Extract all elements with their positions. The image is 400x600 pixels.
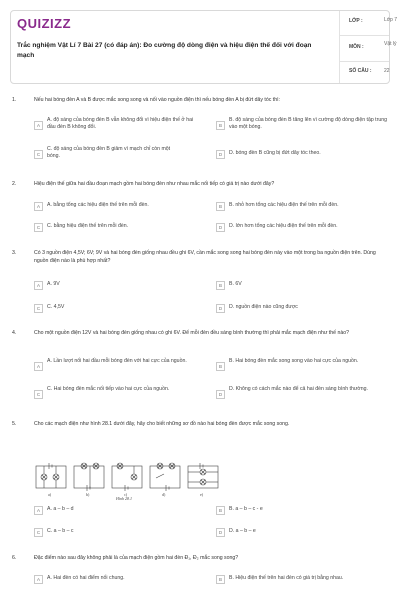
option-letter: A xyxy=(34,202,43,211)
option-text: A. a – b – d xyxy=(47,506,74,512)
option-text: C. bằng hiệu điện thế trên mỗi đèn. xyxy=(47,223,129,229)
option-text: D. nguồn điện nào cũng được xyxy=(229,304,298,310)
option-c[interactable] xyxy=(34,386,204,402)
question-number: 2. xyxy=(12,181,17,187)
option-letter: C xyxy=(34,150,43,159)
figure-label: d) xyxy=(162,492,166,497)
option-b[interactable] xyxy=(216,117,386,133)
option-letter: D xyxy=(216,150,225,159)
option-d[interactable] xyxy=(216,386,386,402)
option-letter: C xyxy=(34,223,43,232)
circuit-b xyxy=(74,463,104,491)
question-number: 5. xyxy=(12,421,17,427)
option-text: A. 9V xyxy=(47,281,60,287)
option-text: B. a – b – c - e xyxy=(229,506,263,512)
lop-value: Lớp 7 xyxy=(384,17,398,23)
option-text: D. Không có cách mắc nào để cả hai đèn sáng bình thường. xyxy=(229,386,368,392)
option-letter: A xyxy=(34,281,43,290)
option-letter: C xyxy=(34,390,43,399)
option-text: D. a – b – e xyxy=(229,528,256,534)
header-divider xyxy=(339,11,340,83)
question-text: Cho một nguồn điện 12V và hai bóng đèn giống nhau có ghi 6V. Để mỗi đèn đều sáng bình thường thì phải mắc mạch điện như thế nào? xyxy=(34,330,350,336)
option-text: C. độ sáng của bóng đèn B giảm vì mạch chỉ còn một bóng. xyxy=(47,146,171,159)
option-letter: D xyxy=(216,223,225,232)
figure-label: a) xyxy=(48,492,52,497)
option-letter: D xyxy=(216,390,225,399)
option-text: D. bóng đèn B cũng bị đứt dây tóc theo. xyxy=(229,150,321,156)
option-text: B. Hai bóng đèn mắc song song vào hai cực của nguồn. xyxy=(229,358,359,364)
option-text: B. nhỏ hơn tổng các hiệu điện thế trên mỗi đèn. xyxy=(229,202,339,208)
mon-label: MÔN : xyxy=(349,44,364,50)
socau-value: 22 xyxy=(384,68,390,74)
option-letter: A xyxy=(34,575,43,584)
option-text: B. 6V xyxy=(229,281,242,287)
figure-caption: Hình 28.1 xyxy=(116,496,132,500)
option-letter: A xyxy=(34,362,43,371)
lop-label: LỚP : xyxy=(349,18,363,24)
option-letter: D xyxy=(216,304,225,313)
option-letter: B xyxy=(216,281,225,290)
figure-label: b) xyxy=(86,492,90,497)
circuit-d xyxy=(150,463,180,491)
option-text: A. Hai đèn có hai điểm nối chung. xyxy=(47,575,125,581)
option-a[interactable] xyxy=(34,117,204,133)
option-c[interactable] xyxy=(34,146,204,162)
option-text: A. độ sáng của bóng đèn B vẫn không đổi vì hiệu điện thế ở hai đầu đèn B không đổi. xyxy=(47,117,194,130)
question-text: Nếu hai bóng đèn A và B được mắc song song và nối vào nguồn điện thì nếu bóng đèn A bị đứt dây tóc thì: xyxy=(34,97,280,103)
option-letter: B xyxy=(216,362,225,371)
worksheet-title: Trắc nghiệm Vật Lí 7 Bài 27 (có đáp án): Đo cường độ dòng điện và hiệu điện thế đối với đoạn mạch xyxy=(17,42,312,59)
circuit-c xyxy=(112,463,142,491)
worksheet-header xyxy=(10,10,398,84)
question-text: Cho các mạch điện như hình 28.1 dưới đây, hãy cho biết những sơ đồ nào hai bóng đèn được mắc song song. xyxy=(34,421,290,427)
header-row-divider xyxy=(339,61,389,62)
question-text: Đặc điểm nào sau đây không phải là của mạch điện gồm hai đèn Đ₁, Đ₂ mắc song song? xyxy=(34,555,239,561)
question-number: 1. xyxy=(12,97,17,103)
option-text: C. a – b – c xyxy=(47,528,74,534)
circuit-figure-28-1 xyxy=(34,460,224,500)
option-text: A. Lần lượt nối hai đầu mỗi bóng đèn với hai cực của nguồn. xyxy=(47,358,187,364)
figure-label: c) xyxy=(124,492,128,497)
figure-label: e) xyxy=(200,492,204,497)
option-text: A. bằng tổng các hiệu điện thế trên mỗi đèn. xyxy=(47,202,149,208)
question-text: Hiệu điện thế giữa hai đầu đoạn mạch gồm hai bóng đèn như nhau mắc nối tiếp có giá trị nào dưới đây? xyxy=(34,181,275,187)
quizizz-logo: QUIZIZZ xyxy=(17,16,72,31)
option-b[interactable] xyxy=(216,358,386,374)
option-a[interactable] xyxy=(34,358,204,374)
option-text: B. độ sáng của bóng đèn B tăng lên vì cường độ dòng điện tập trung vào một bóng. xyxy=(229,117,388,130)
option-letter: D xyxy=(216,528,225,537)
option-letter: A xyxy=(34,121,43,130)
option-d[interactable] xyxy=(216,146,386,162)
option-letter: C xyxy=(34,528,43,537)
socau-label: SỐ CÂU : xyxy=(349,68,372,74)
circuit-e xyxy=(188,463,218,488)
mon-value: Vật lý xyxy=(384,41,397,47)
option-text: B. Hiệu điện thế trên hai đèn có giá trị bằng nhau. xyxy=(229,575,344,581)
option-text: C. Hai bóng đèn mắc nối tiếp vào hai cực của nguồn. xyxy=(47,386,170,392)
question-number: 3. xyxy=(12,250,17,256)
option-letter: A xyxy=(34,506,43,515)
question-number: 4. xyxy=(12,330,17,336)
option-letter: B xyxy=(216,575,225,584)
option-letter: C xyxy=(34,304,43,313)
circuit-a xyxy=(36,463,66,488)
option-letter: B xyxy=(216,121,225,130)
option-letter: B xyxy=(216,506,225,515)
question-text: Có 3 nguồn điện 4,5V; 6V; 9V và hai bóng đèn giống nhau đều ghi 6V, cần mắc song song hai bóng đèn này vào một trong ba nguồn điện trên. Dùng nguồn điện nào là phù hợp nhất? xyxy=(34,250,376,264)
option-text: D. lớn hơn tổng các hiệu điện thế trên mỗi đèn. xyxy=(229,223,338,229)
header-row-divider xyxy=(339,35,389,36)
option-text: C. 4,5V xyxy=(47,304,65,310)
option-letter: B xyxy=(216,202,225,211)
question-number: 6. xyxy=(12,555,17,561)
